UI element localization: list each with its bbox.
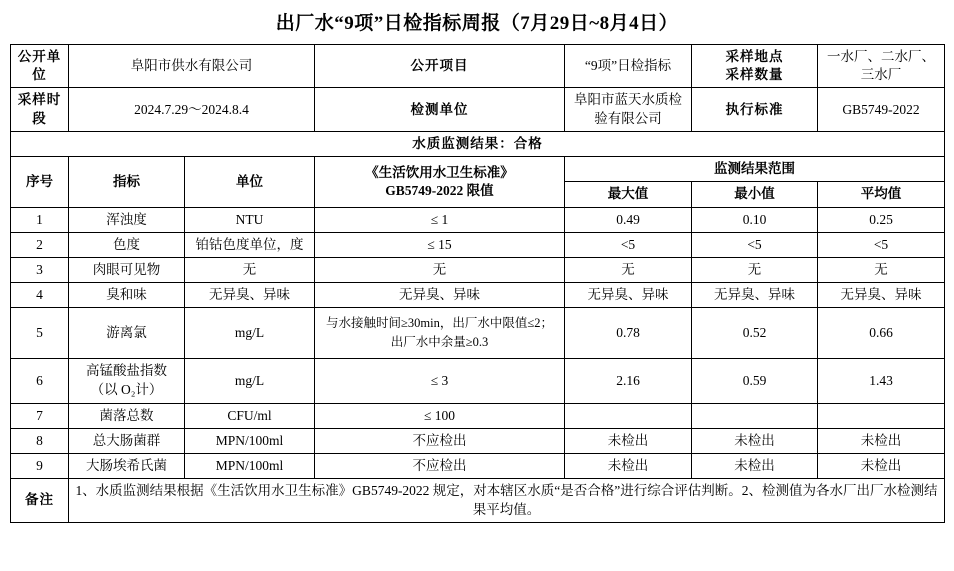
notes-text: 1、水质监测结果根据《生活饮用水卫生标准》GB5749-2022 规定，对本辖区水质“是否合格”进行综合评估判断。2、检测值为各水厂出厂水检测结果平均值。 xyxy=(69,479,945,522)
header-unit: 单位 xyxy=(185,157,315,207)
notes-row xyxy=(11,479,945,522)
cell-index: 8 xyxy=(11,428,69,453)
table-row xyxy=(11,257,945,282)
cell-max xyxy=(565,403,692,428)
table-row xyxy=(11,207,945,232)
cell-avg: 无异臭、异味 xyxy=(818,283,945,308)
header-range-group: 监测结果范围 xyxy=(565,157,945,182)
table-row xyxy=(11,454,945,479)
cell-limit: 无 xyxy=(315,257,565,282)
table-row xyxy=(11,283,945,308)
cell-indicator: 肉眼可见物 xyxy=(69,257,185,282)
cell-unit: CFU/ml xyxy=(185,403,315,428)
cell-max: 无异臭、异味 xyxy=(565,283,692,308)
table-row xyxy=(11,308,945,359)
cell-indicator: 臭和味 xyxy=(69,283,185,308)
test-unit-value: 阜阳市蓝天水质检验有限公司 xyxy=(565,88,692,131)
public-item-label: 公开项目 xyxy=(315,45,565,88)
cell-avg xyxy=(818,403,945,428)
cell-limit: 无异臭、异味 xyxy=(315,283,565,308)
cell-limit: 与水接触时间≥30min，出厂水中限值≤2；出厂水中余量≥0.3 xyxy=(315,308,565,359)
cell-min: 无 xyxy=(692,257,818,282)
result-summary-row xyxy=(11,131,945,156)
cell-min: 未检出 xyxy=(692,428,818,453)
header-standard-line2: GB5749-2022 限值 xyxy=(385,182,494,198)
table-row xyxy=(11,403,945,428)
sample-site-value: 一水厂、二水厂、三水厂 xyxy=(818,45,945,88)
cell-limit: ≤ 3 xyxy=(315,358,565,403)
cell-avg: 无 xyxy=(818,257,945,282)
cell-limit: 不应检出 xyxy=(315,454,565,479)
cell-indicator: 浑浊度 xyxy=(69,207,185,232)
cell-unit: MPN/100ml xyxy=(185,428,315,453)
cell-unit: mg/L xyxy=(185,308,315,359)
standard-value: GB5749-2022 xyxy=(818,88,945,131)
cell-min: 无异臭、异味 xyxy=(692,283,818,308)
page-title: 出厂水“9项”日检指标周报（7月29日~8月4日） xyxy=(275,13,679,34)
cell-index: 4 xyxy=(11,283,69,308)
cell-avg: 0.66 xyxy=(818,308,945,359)
header-max: 最大值 xyxy=(565,182,692,207)
cell-limit: ≤ 15 xyxy=(315,232,565,257)
table-header-row-1 xyxy=(11,157,945,182)
cell-indicator: 菌落总数 xyxy=(69,403,185,428)
cell-max: 2.16 xyxy=(565,358,692,403)
standard-label: 执行标准 xyxy=(692,88,818,131)
cell-min: <5 xyxy=(692,232,818,257)
cell-unit: 铂钴色度单位，度 xyxy=(185,232,315,257)
cell-indicator: 高锰酸盐指数（以 O₂计） xyxy=(69,358,185,403)
cell-index: 5 xyxy=(11,308,69,359)
cell-max: 0.78 xyxy=(565,308,692,359)
cell-avg: 未检出 xyxy=(818,454,945,479)
cell-unit: mg/L xyxy=(185,358,315,403)
meta-row-2 xyxy=(11,88,945,131)
header-avg: 平均值 xyxy=(818,182,945,207)
cell-indicator: 游离氯 xyxy=(69,308,185,359)
result-summary: 水质监测结果：合格 xyxy=(11,131,945,156)
sample-site-label-line1: 采样地点 xyxy=(725,49,784,64)
cell-indicator: 大肠埃希氏菌 xyxy=(69,454,185,479)
meta-row-1 xyxy=(11,45,945,88)
cell-max: 无 xyxy=(565,257,692,282)
public-unit-label: 公开单位 xyxy=(11,45,69,88)
cell-index: 1 xyxy=(11,207,69,232)
table-row xyxy=(11,428,945,453)
cell-avg: 未检出 xyxy=(818,428,945,453)
sample-site-label xyxy=(692,45,818,88)
cell-index: 7 xyxy=(11,403,69,428)
cell-limit: ≤ 100 xyxy=(315,403,565,428)
cell-indicator: 总大肠菌群 xyxy=(69,428,185,453)
header-standard-line1: 《生活饮用水卫生标准》 xyxy=(365,164,514,180)
cell-unit: 无 xyxy=(185,257,315,282)
cell-min: 0.52 xyxy=(692,308,818,359)
sample-site-label-line2: 采样数量 xyxy=(725,67,784,83)
cell-min xyxy=(692,403,818,428)
cell-index: 2 xyxy=(11,232,69,257)
cell-max: 0.49 xyxy=(565,207,692,232)
notes-label: 备注 xyxy=(11,479,69,522)
cell-limit: 不应检出 xyxy=(315,428,565,453)
cell-avg: 0.25 xyxy=(818,207,945,232)
cell-unit: 无异臭、异味 xyxy=(185,283,315,308)
header-indicator: 指标 xyxy=(69,157,185,207)
cell-indicator: 色度 xyxy=(69,232,185,257)
test-unit-label: 检测单位 xyxy=(315,88,565,131)
table-row xyxy=(11,232,945,257)
table-row xyxy=(11,358,945,403)
cell-unit: MPN/100ml xyxy=(185,454,315,479)
water-quality-report-table xyxy=(10,44,945,523)
header-index: 序号 xyxy=(11,157,69,207)
sample-period-label: 采样时段 xyxy=(11,88,69,131)
cell-index: 9 xyxy=(11,454,69,479)
cell-index: 3 xyxy=(11,257,69,282)
header-standard-limit xyxy=(315,157,565,207)
cell-min: 未检出 xyxy=(692,454,818,479)
sample-period-value: 2024.7.29～2024.8.4 xyxy=(69,88,315,131)
cell-unit: NTU xyxy=(185,207,315,232)
public-item-value: “9项”日检指标 xyxy=(565,45,692,88)
public-unit-value: 阜阳市供水有限公司 xyxy=(69,45,315,88)
cell-max: 未检出 xyxy=(565,454,692,479)
cell-limit: ≤ 1 xyxy=(315,207,565,232)
cell-max: 未检出 xyxy=(565,428,692,453)
cell-avg: 1.43 xyxy=(818,358,945,403)
cell-min: 0.10 xyxy=(692,207,818,232)
cell-max: <5 xyxy=(565,232,692,257)
cell-avg: <5 xyxy=(818,232,945,257)
cell-min: 0.59 xyxy=(692,358,818,403)
cell-index: 6 xyxy=(11,358,69,403)
header-min: 最小值 xyxy=(692,182,818,207)
